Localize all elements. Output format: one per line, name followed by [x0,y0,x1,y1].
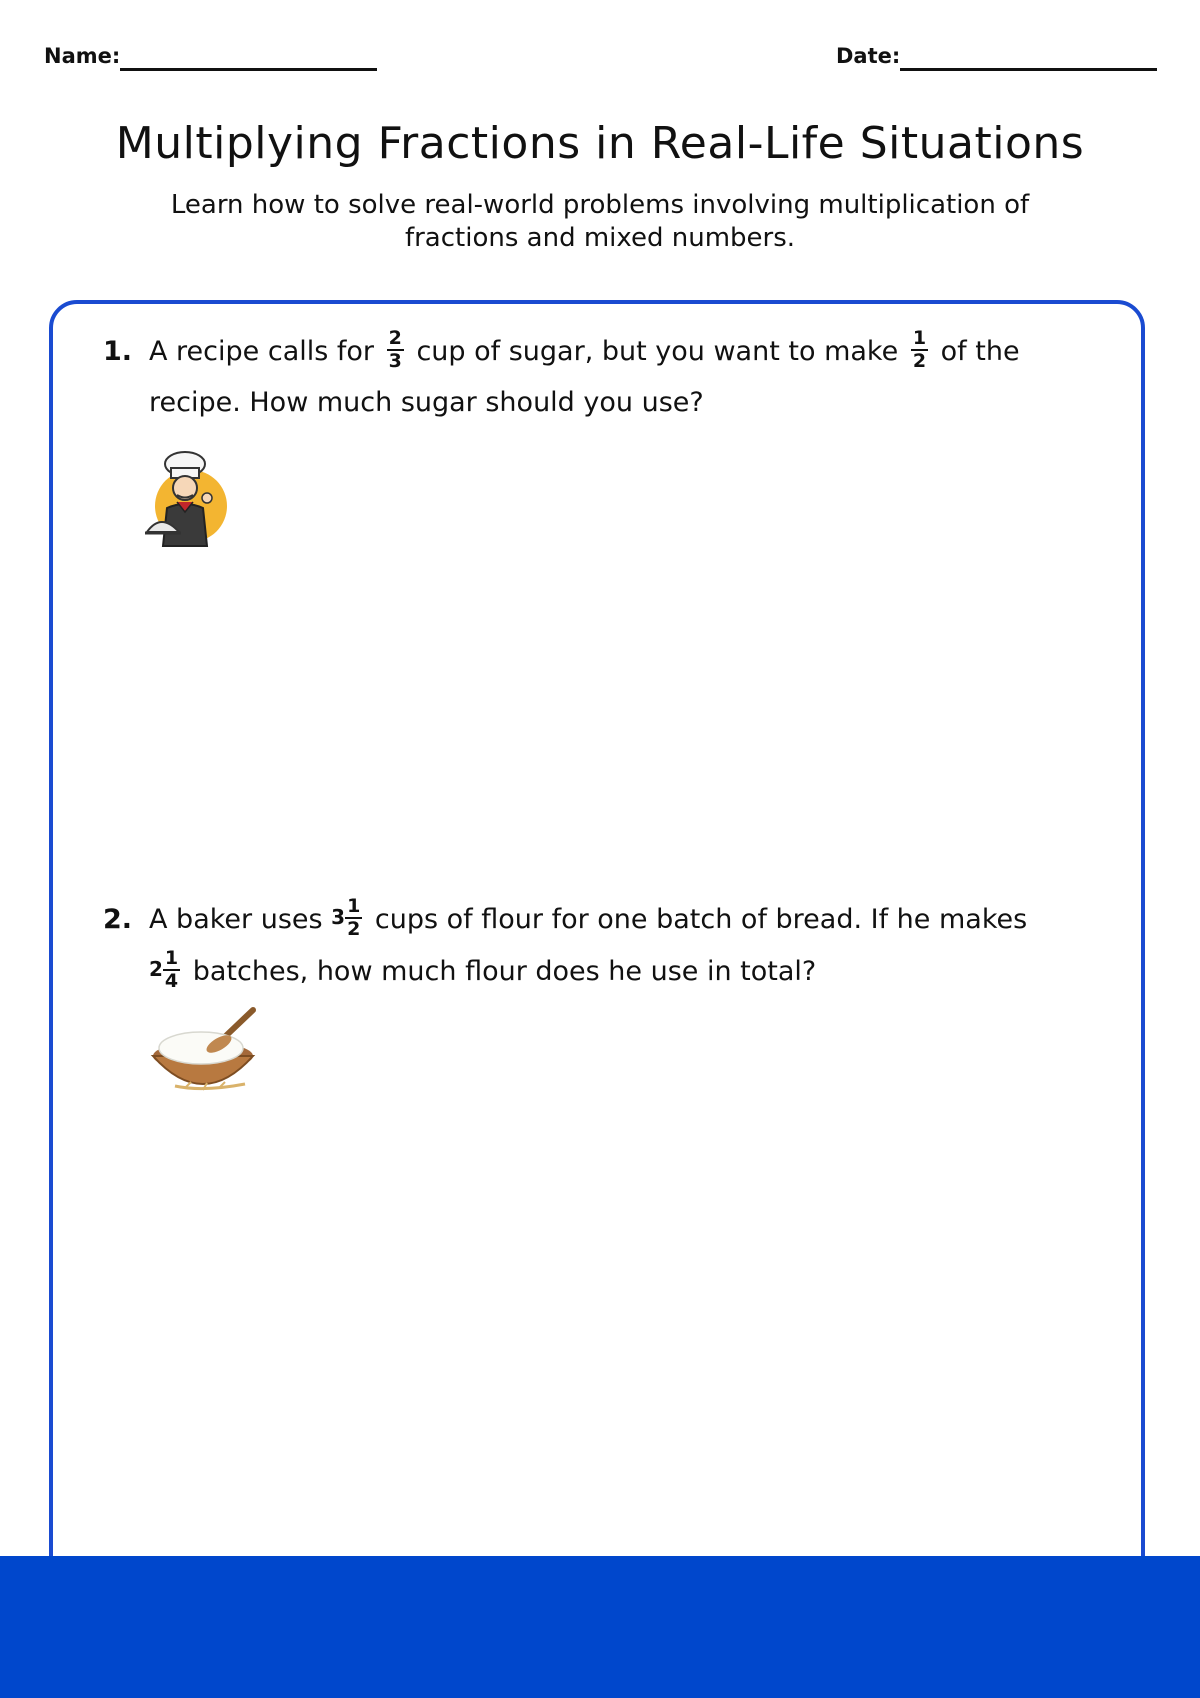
question-text-part: cups of flour for one batch of bread. If he makes [374,904,1028,935]
date-field-line[interactable] [900,68,1157,71]
flour-bowl-icon [145,1004,261,1094]
mixed-fraction [163,948,180,992]
fraction-numerator: 2 [388,326,402,349]
fraction-numerator: 1 [347,894,361,917]
footer-band [0,1556,1200,1698]
fraction-numerator: 1 [164,946,179,969]
name-field-line[interactable] [120,68,377,71]
name-label: Name: [44,44,121,68]
question-line-2 [149,946,1027,998]
question-text [149,326,1020,428]
question-line-2: recipe. How much sugar should you use? [149,387,704,418]
question-number: 2. [103,904,133,935]
fraction-numerator: 1 [912,326,927,349]
question-1 [103,326,1103,436]
question-text-part: A baker uses [149,904,323,935]
header-row [0,44,1200,78]
fraction-two-thirds [387,328,404,372]
question-text-part: batches, how much flour does he use in total? [192,956,817,987]
fraction-denominator: 2 [347,917,361,940]
question-text-part: cup of sugar, but you want to make [416,336,899,367]
mixed-number-two-and-quarter [149,946,193,992]
questions-panel [49,300,1145,1698]
mixed-whole: 3 [331,905,346,929]
question-line-1 [149,326,1020,377]
question-2 [103,894,1103,1004]
mixed-fraction [345,896,362,940]
question-text-part: of the [940,336,1020,367]
question-line-1 [149,894,1027,946]
fraction-denominator: 2 [912,349,927,372]
page-title: Multiplying Fractions in Real-Life Situations [115,118,1085,169]
date-label: Date: [836,44,901,68]
chef-icon [145,450,231,550]
question-text-part: A recipe calls for [149,336,375,367]
fraction-one-half [911,328,928,372]
question-number: 1. [103,336,133,367]
question-text [149,894,1027,998]
mixed-number-three-and-half [331,894,375,940]
mixed-whole: 2 [149,957,163,981]
page-subtitle: Learn how to solve real-world problems involving multiplication of fractions and mixed numbers. [170,190,1030,253]
fraction-denominator: 3 [388,349,402,372]
fraction-denominator: 4 [164,969,179,992]
